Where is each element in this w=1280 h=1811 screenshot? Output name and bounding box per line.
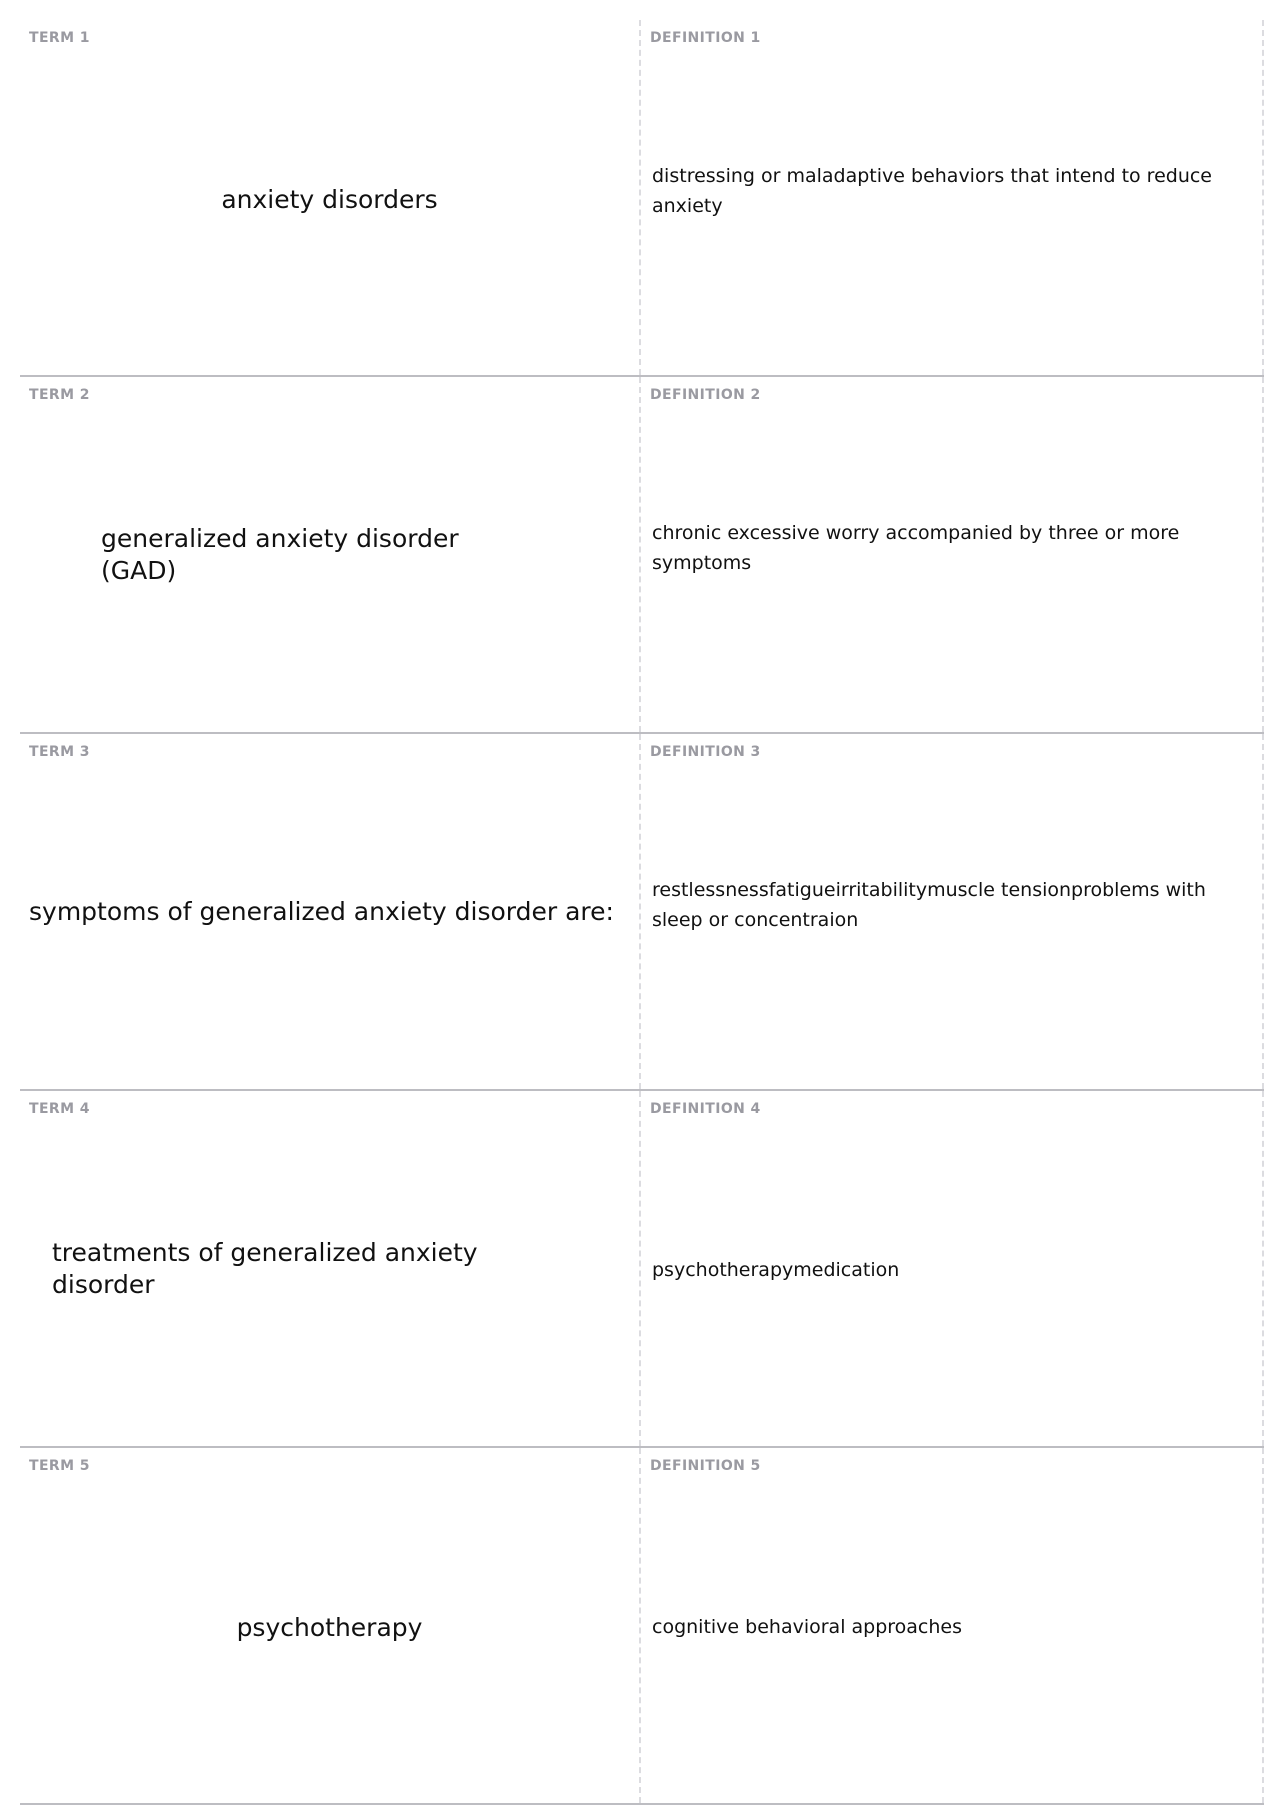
- term-cell: [20, 20, 641, 375]
- card-row: [20, 1091, 1264, 1448]
- term-label: TERM 4: [29, 1101, 90, 1117]
- definition-value: psychotherapymedication: [652, 1258, 900, 1281]
- definition-label: DEFINITION 3: [650, 744, 761, 760]
- card-row: [20, 1448, 1264, 1805]
- definition-text: [652, 1448, 1238, 1803]
- term-value: treatments of generalized anxiety disorder: [52, 1238, 478, 1299]
- definition-cell: [641, 20, 1264, 375]
- term-cell: [20, 1448, 641, 1803]
- term-text: [52, 1091, 552, 1446]
- term-label: TERM 1: [29, 30, 90, 46]
- definition-value: distressing or maladaptive behaviors that intend to reduce anxiety: [652, 165, 1212, 217]
- flashcard-sheet: [20, 20, 1264, 1803]
- term-cell: [20, 734, 641, 1089]
- term-text: [101, 377, 521, 732]
- term-value: symptoms of generalized anxiety disorder are:: [29, 896, 614, 926]
- card-row: [20, 20, 1264, 377]
- card-row: [20, 377, 1264, 734]
- definition-value: chronic excessive worry accompanied by three or more symptoms: [652, 522, 1180, 574]
- term-value: generalized anxiety disorder (GAD): [101, 524, 459, 585]
- term-cell: [20, 1091, 641, 1446]
- definition-text: [652, 734, 1238, 1089]
- definition-label: DEFINITION 2: [650, 387, 761, 403]
- term-value: psychotherapy: [236, 1612, 423, 1642]
- definition-text: [652, 20, 1238, 375]
- definition-value: cognitive behavioral approaches: [652, 1615, 963, 1638]
- term-cell: [20, 377, 641, 732]
- term-text: [29, 734, 619, 1089]
- definition-text: [652, 1091, 1238, 1446]
- definition-cell: [641, 1448, 1264, 1803]
- term-label: TERM 3: [29, 744, 90, 760]
- term-text: [20, 1448, 639, 1803]
- definition-value: restlessnessfatigueirritabilitymuscle tensionproblems with sleep or concentraion: [652, 879, 1206, 931]
- definition-cell: [641, 1091, 1264, 1446]
- term-text: [20, 20, 639, 375]
- term-label: TERM 2: [29, 387, 90, 403]
- definition-label: DEFINITION 4: [650, 1101, 761, 1117]
- term-value: anxiety disorders: [221, 184, 438, 214]
- card-row: [20, 734, 1264, 1091]
- definition-cell: [641, 377, 1264, 732]
- term-label: TERM 5: [29, 1458, 90, 1474]
- definition-text: [652, 377, 1238, 732]
- definition-label: DEFINITION 1: [650, 30, 761, 46]
- definition-label: DEFINITION 5: [650, 1458, 761, 1474]
- definition-cell: [641, 734, 1264, 1089]
